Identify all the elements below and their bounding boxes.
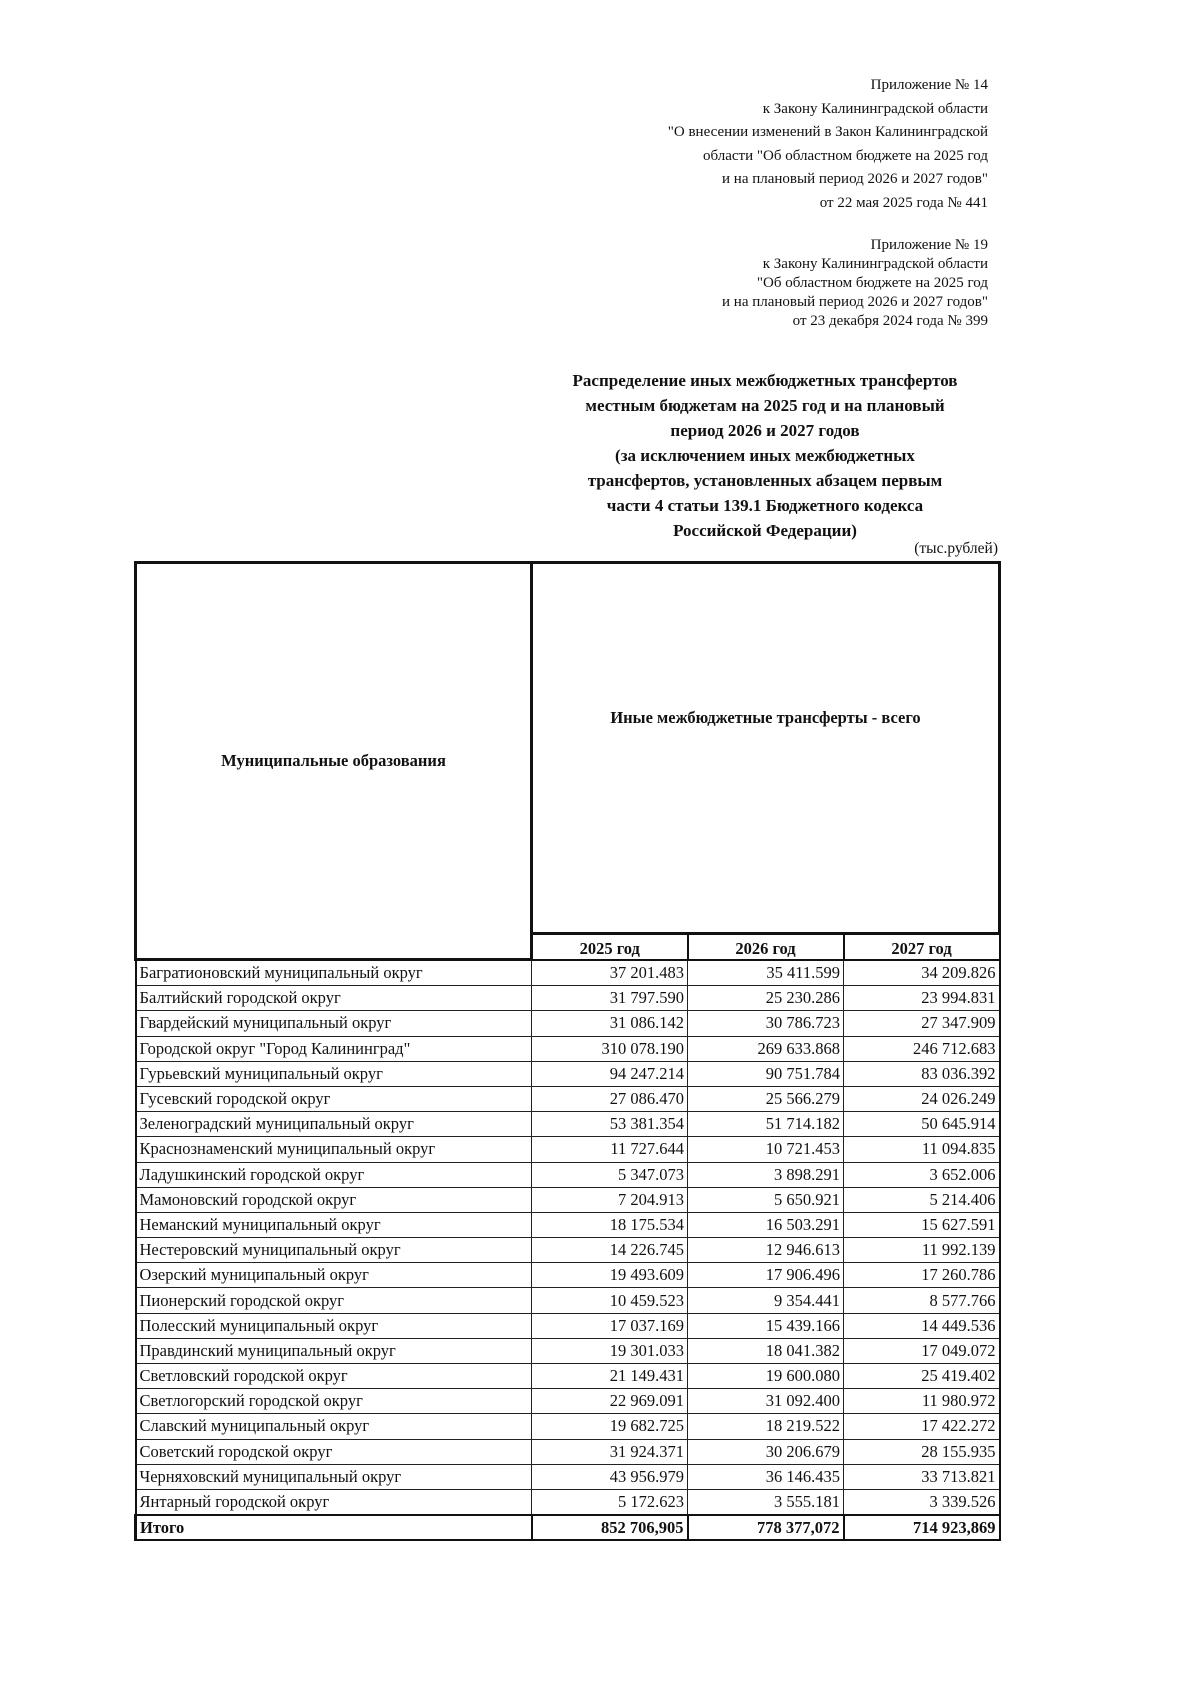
header-line: местным бюджетам на 2025 год и на плановый: [585, 396, 945, 415]
value-2026: 12 946.613: [688, 1238, 844, 1263]
municipality-name: Славский муниципальный округ: [136, 1414, 532, 1439]
value-2025: 18 175.534: [532, 1212, 688, 1237]
municipality-name: Мамоновский городской округ: [136, 1187, 532, 1212]
transfers-table-container: [134, 561, 998, 1557]
table-row: [136, 1162, 1000, 1187]
value-2027: 50 645.914: [844, 1112, 1000, 1137]
table-row: [136, 1389, 1000, 1414]
header-line: трансфертов, установленных абзацем первым: [587, 471, 943, 490]
value-2025: 11 727.644: [532, 1137, 688, 1162]
table-row: [136, 1086, 1000, 1111]
header-line: и на плановый период 2026 и 2027 годов": [722, 294, 988, 310]
value-2025: 14 226.745: [532, 1238, 688, 1263]
value-2025: 53 381.354: [532, 1112, 688, 1137]
annex-original-header: [428, 236, 988, 331]
total-2026: 778 377,072: [688, 1515, 844, 1540]
value-2027: 24 026.249: [844, 1086, 1000, 1111]
municipality-name: Нестеровский муниципальный округ: [136, 1238, 532, 1263]
value-2026: 18 219.522: [688, 1414, 844, 1439]
value-2025: 310 078.190: [532, 1036, 688, 1061]
column-header-total-transfers: Иные межбюджетные трансферты - всего: [532, 563, 1000, 934]
value-2026: 35 411.599: [688, 960, 844, 986]
header-line: (за исключением иных межбюджетных: [615, 446, 915, 465]
municipality-name: Правдинский муниципальный округ: [136, 1338, 532, 1363]
municipality-name: Ладушкинский городской округ: [136, 1162, 532, 1187]
value-2027: 27 347.909: [844, 1011, 1000, 1036]
value-2027: 5 214.406: [844, 1187, 1000, 1212]
value-2026: 10 721.453: [688, 1137, 844, 1162]
value-2026: 25 230.286: [688, 986, 844, 1011]
municipality-name: Пионерский городской округ: [136, 1288, 532, 1313]
table-row: [136, 1338, 1000, 1363]
header-line: от 23 декабря 2024 года № 399: [792, 313, 988, 329]
value-2026: 31 092.400: [688, 1389, 844, 1414]
table-row: [136, 1464, 1000, 1489]
transfers-table: [134, 561, 1001, 1541]
total-label: Итого: [136, 1515, 532, 1540]
table-row: [136, 1011, 1000, 1036]
column-header-year-2026: 2026 год: [688, 934, 844, 960]
annex-current-header: [428, 74, 988, 215]
value-2025: 31 924.371: [532, 1439, 688, 1464]
value-2026: 30 786.723: [688, 1011, 844, 1036]
value-2027: 17 422.272: [844, 1414, 1000, 1439]
value-2025: 21 149.431: [532, 1364, 688, 1389]
document-title: [520, 368, 1010, 543]
municipality-name: Гурьевский муниципальный округ: [136, 1061, 532, 1086]
value-2027: 83 036.392: [844, 1061, 1000, 1086]
table-row: [136, 1112, 1000, 1137]
municipality-name: Гвардейский муниципальный округ: [136, 1011, 532, 1036]
value-2027: 11 992.139: [844, 1238, 1000, 1263]
municipality-name: Озерский муниципальный округ: [136, 1263, 532, 1288]
value-2025: 19 682.725: [532, 1414, 688, 1439]
value-2025: 27 086.470: [532, 1086, 688, 1111]
header-line: период 2026 и 2027 годов: [670, 421, 860, 440]
value-2027: 246 712.683: [844, 1036, 1000, 1061]
units-label: (тыс.рублей): [914, 540, 998, 557]
municipality-name: Светлогорский городской округ: [136, 1389, 532, 1414]
value-2025: 5 347.073: [532, 1162, 688, 1187]
value-2026: 16 503.291: [688, 1212, 844, 1237]
value-2025: 17 037.169: [532, 1313, 688, 1338]
value-2025: 19 493.609: [532, 1263, 688, 1288]
value-2026: 25 566.279: [688, 1086, 844, 1111]
value-2026: 17 906.496: [688, 1263, 844, 1288]
municipality-name: Черняховский муниципальный округ: [136, 1464, 532, 1489]
table-body: [136, 960, 1000, 1541]
value-2027: 17 049.072: [844, 1338, 1000, 1363]
header-line: Российской Федерации): [673, 521, 857, 540]
table-row: [136, 1313, 1000, 1338]
table-row: [136, 1187, 1000, 1212]
municipality-name: Неманский муниципальный округ: [136, 1212, 532, 1237]
header-line: Приложение № 19: [870, 237, 988, 253]
value-2027: 3 652.006: [844, 1162, 1000, 1187]
municipality-name: Светловский городской округ: [136, 1364, 532, 1389]
value-2026: 30 206.679: [688, 1439, 844, 1464]
header-line: области "Об областном бюджете на 2025 год: [703, 147, 988, 164]
table-row: [136, 1238, 1000, 1263]
value-2025: 7 204.913: [532, 1187, 688, 1212]
municipality-name: Советский городской округ: [136, 1439, 532, 1464]
header-line: к Закону Калининградской области: [762, 100, 988, 117]
column-header-year-2027: 2027 год: [844, 934, 1000, 960]
table-row: [136, 1288, 1000, 1313]
value-2026: 51 714.182: [688, 1112, 844, 1137]
value-2027: 15 627.591: [844, 1212, 1000, 1237]
value-2025: 5 172.623: [532, 1489, 688, 1515]
value-2026: 18 041.382: [688, 1338, 844, 1363]
value-2027: 33 713.821: [844, 1464, 1000, 1489]
value-2027: 23 994.831: [844, 986, 1000, 1011]
value-2025: 22 969.091: [532, 1389, 688, 1414]
header-line: и на плановый период 2026 и 2027 годов": [722, 171, 988, 187]
table-row: [136, 1036, 1000, 1061]
total-row: [136, 1515, 1000, 1540]
table-row: [136, 1364, 1000, 1389]
value-2026: 269 633.868: [688, 1036, 844, 1061]
header-line: от 22 мая 2025 года № 441: [819, 194, 988, 211]
column-header-year-2025: 2025 год: [532, 934, 688, 960]
value-2025: 94 247.214: [532, 1061, 688, 1086]
value-2026: 3 898.291: [688, 1162, 844, 1187]
value-2027: 8 577.766: [844, 1288, 1000, 1313]
value-2027: 25 419.402: [844, 1364, 1000, 1389]
value-2025: 19 301.033: [532, 1338, 688, 1363]
value-2027: 17 260.786: [844, 1263, 1000, 1288]
value-2027: 28 155.935: [844, 1439, 1000, 1464]
table-row: [136, 1414, 1000, 1439]
municipality-name: Гусевский городской округ: [136, 1086, 532, 1111]
total-2025: 852 706,905: [532, 1515, 688, 1540]
value-2027: 3 339.526: [844, 1489, 1000, 1515]
header-line: "Об областном бюджете на 2025 год: [756, 275, 988, 291]
value-2025: 43 956.979: [532, 1464, 688, 1489]
value-2026: 9 354.441: [688, 1288, 844, 1313]
table-row: [136, 1263, 1000, 1288]
table-row: [136, 1212, 1000, 1237]
value-2026: 3 555.181: [688, 1489, 844, 1515]
municipality-name: Зеленоградский муниципальный округ: [136, 1112, 532, 1137]
value-2027: 34 209.826: [844, 960, 1000, 986]
total-2027: 714 923,869: [844, 1515, 1000, 1540]
table-row: [136, 1061, 1000, 1086]
value-2025: 31 086.142: [532, 1011, 688, 1036]
header-line: части 4 статьи 139.1 Бюджетного кодекса: [606, 496, 924, 515]
value-2026: 36 146.435: [688, 1464, 844, 1489]
header-line: к Закону Калининградской области: [762, 256, 988, 272]
table-row: [136, 1137, 1000, 1162]
municipality-name: Янтарный городской округ: [136, 1489, 532, 1515]
municipality-name: Багратионовский муниципальный округ: [136, 960, 532, 986]
header-line: Приложение № 14: [870, 77, 988, 93]
table-row: [136, 986, 1000, 1011]
value-2027: 11 980.972: [844, 1389, 1000, 1414]
value-2026: 5 650.921: [688, 1187, 844, 1212]
table-row: [136, 1439, 1000, 1464]
value-2026: 19 600.080: [688, 1364, 844, 1389]
value-2026: 90 751.784: [688, 1061, 844, 1086]
value-2025: 31 797.590: [532, 986, 688, 1011]
value-2025: 10 459.523: [532, 1288, 688, 1313]
table-row: [136, 960, 1000, 986]
municipality-name: Балтийский городской округ: [136, 986, 532, 1011]
municipality-name: Городской округ "Город Калининград": [136, 1036, 532, 1061]
table-row: [136, 1489, 1000, 1515]
municipality-name: Полесский муниципальный округ: [136, 1313, 532, 1338]
header-line: "О внесении изменений в Закон Калининградской: [667, 124, 988, 140]
value-2027: 11 094.835: [844, 1137, 1000, 1162]
header-line: Распределение иных межбюджетных трансфертов: [572, 371, 958, 390]
value-2025: 37 201.483: [532, 960, 688, 986]
value-2027: 14 449.536: [844, 1313, 1000, 1338]
value-2026: 15 439.166: [688, 1313, 844, 1338]
municipality-name: Краснознаменский муниципальный округ: [136, 1137, 532, 1162]
column-header-municipalities: Муниципальные образования: [136, 563, 532, 960]
